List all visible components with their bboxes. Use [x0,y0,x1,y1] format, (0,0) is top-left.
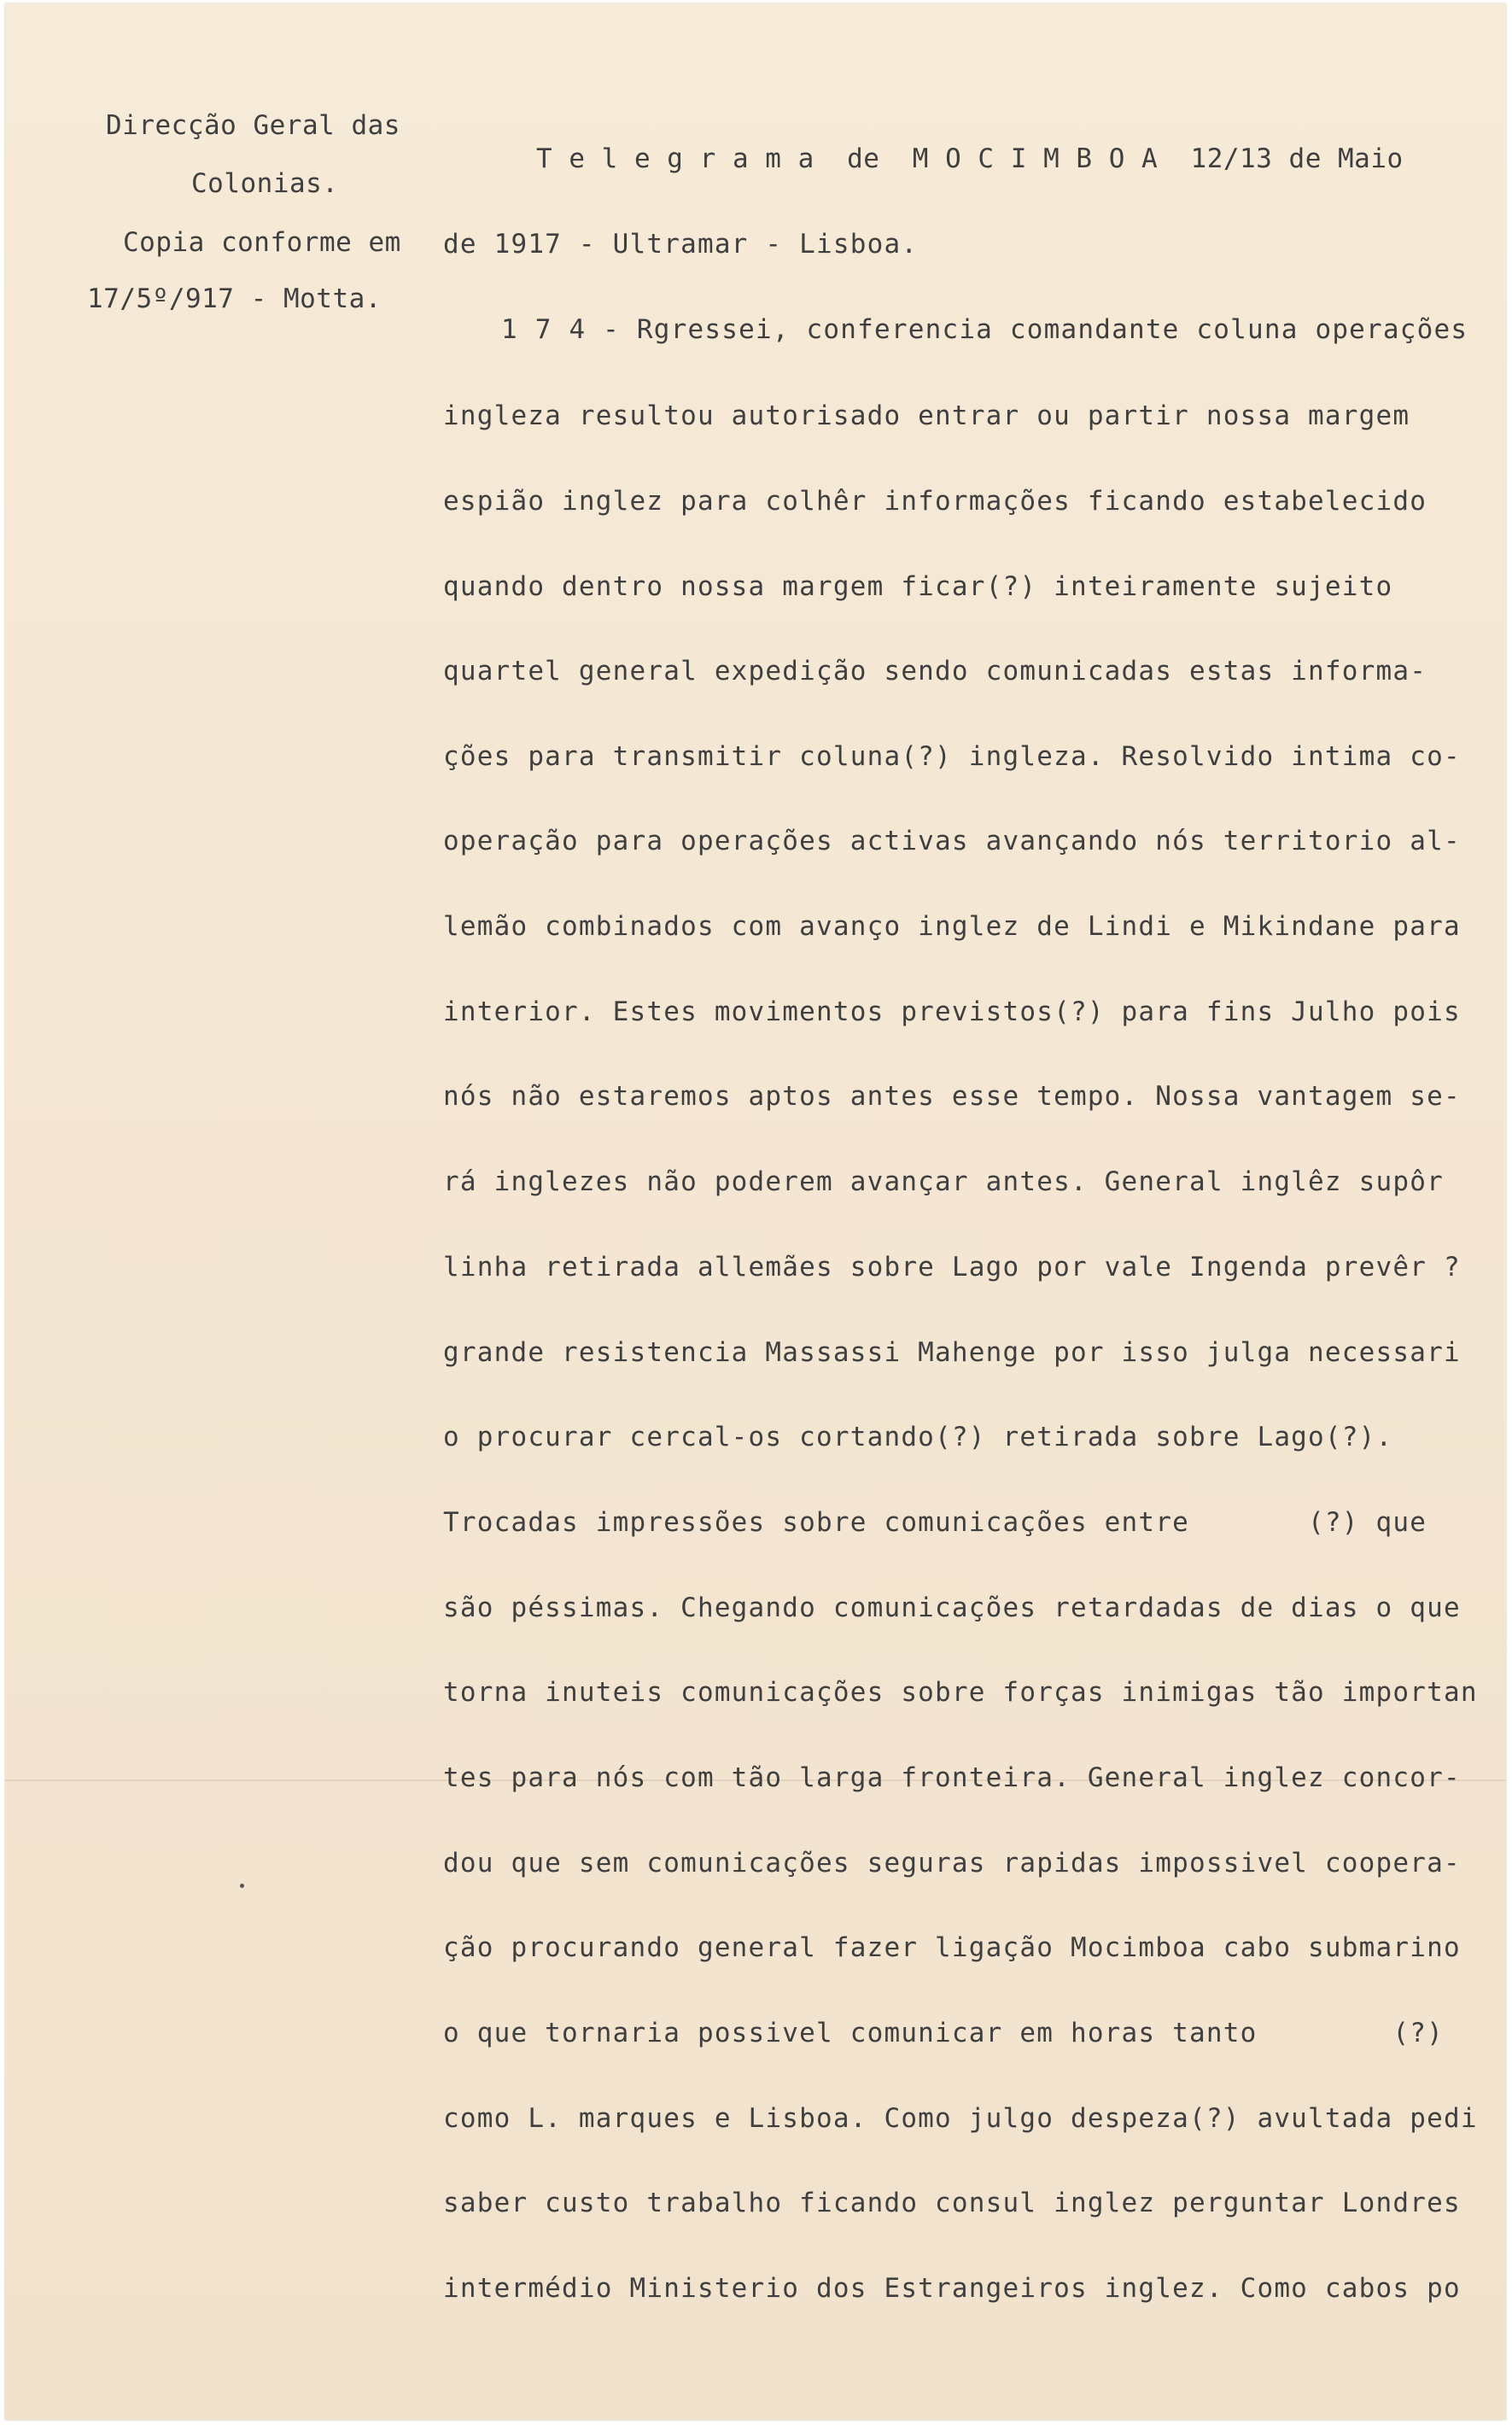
body-line-8: operação para operações activas avançando nós territorio al- [443,826,1461,856]
margin-note-line-1: Direcção Geral das [106,110,400,141]
body-line-19: tes para nós com tão larga fronteira. General inglez concor- [443,1762,1461,1793]
body-line-6: quartel general expedição sendo comunicadas estas informa- [443,656,1427,687]
body-line-7: ções para transmitir coluna(?) ingleza. Resolvido intima co- [443,741,1461,772]
body-line-9: lemão combinados com avanço inglez de Lindi e Mikindane para [443,911,1461,942]
body-line-16: Trocadas impressões sobre comunicações entre (?) que [443,1507,1427,1538]
telegram-title: T e l e g r a m a de M O C I M B O A 12/13 de Maio [536,143,1404,174]
body-line-5: quando dentro nossa margem ficar(?) inteiramente sujeito [443,571,1393,602]
telegram-page [5,3,1506,2420]
ink-speck [240,1884,244,1888]
body-line-11: nós não estaremos aptos antes esse tempo. Nossa vantagem se- [443,1081,1461,1112]
body-line-24: saber custo trabalho ficando consul inglez perguntar Londres [443,2188,1461,2218]
body-line-20: dou que sem comunicações seguras rapidas impossivel coopera- [443,1848,1461,1879]
body-line-14: grande resistencia Massassi Mahenge por isso julga necessari [443,1337,1461,1368]
body-line-21: ção procurando general fazer ligação Mocimboa cabo submarino [443,1932,1461,1963]
body-line-2: 1 7 4 - Rgressei, conferencia comandante coluna operações [501,314,1468,345]
body-line-22: o que tornaria possivel comunicar em horas tanto (?) [443,2018,1444,2048]
margin-note-line-4: 17/5º/917 - Motta. [87,283,382,314]
body-line-17: são péssimas. Chegando comunicações retardadas de dias o que [443,1592,1461,1623]
margin-note-line-2: Colonias. [191,168,339,199]
body-line-12: rá inglezes não poderem avançar antes. General inglêz supôr [443,1166,1444,1197]
margin-note-line-3: Copia conforme em [123,227,401,258]
body-line-25: intermédio Ministerio dos Estrangeiros inglez. Como cabos po [443,2273,1461,2304]
body-line-23: como L. marques e Lisboa. Como julgo despeza(?) avultada pedi [443,2103,1478,2134]
body-line-4: espião inglez para colhêr informações ficando estabelecido [443,486,1427,517]
body-line-13: linha retirada allemães sobre Lago por vale Ingenda prevêr ? [443,1252,1461,1283]
body-line-15: o procurar cercal-os cortando(?) retirada sobre Lago(?). [443,1422,1393,1452]
body-line-18: torna inuteis comunicações sobre forças inimigas tão importan [443,1677,1478,1708]
body-line-10: interior. Estes movimentos previstos(?) para fins Julho pois [443,996,1461,1027]
body-line-3: ingleza resultou autorisado entrar ou partir nossa margem [443,400,1410,431]
body-line-1: de 1917 - Ultramar - Lisboa. [443,229,919,260]
